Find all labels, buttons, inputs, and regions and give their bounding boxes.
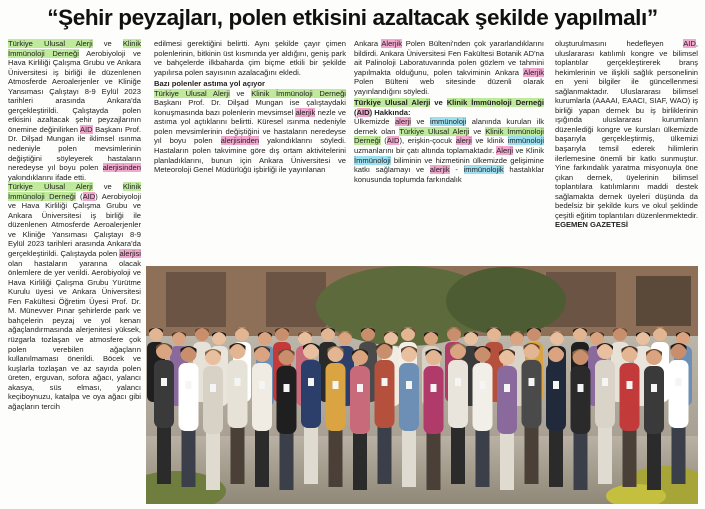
person-figure — [473, 346, 493, 487]
person-figure — [497, 349, 517, 490]
person-figure — [179, 346, 199, 487]
article-column-4 — [555, 39, 698, 259]
highlight-term: alerjik — [295, 107, 316, 117]
person-figure — [571, 349, 591, 490]
person-figure — [252, 346, 272, 487]
person-figure — [375, 343, 395, 484]
text: Ankara — [354, 39, 382, 48]
highlight-term: Klinik İmmünoloji Derneği — [8, 182, 141, 201]
highlight-term: AID — [683, 39, 696, 48]
text: ), erişkin-çocuk — [399, 136, 456, 146]
highlight-term: alerjisinden — [220, 136, 260, 146]
group-photo-illustration — [146, 266, 698, 504]
article-column-1 — [8, 39, 141, 502]
highlight-term: Alerjik — [381, 39, 403, 48]
text: alanında kurulan ilk dernek olan — [354, 117, 544, 136]
text: yakındıklarını ifade etti. — [8, 172, 87, 182]
text: Polen Bülteni web sitesinde düzenli olarak yayınlandığını söyledi. — [354, 77, 544, 96]
text: biliminin ve hizmetinin ülkemizde gelişimine katkı sağlamayı ve — [354, 155, 544, 175]
text: ve — [92, 182, 123, 192]
article-column-3 — [354, 39, 544, 259]
person-figure — [424, 349, 444, 490]
text: Başkanı Prof. Dr. Dilşad Mungan ise çalıştaydaki konuşmasında bazı polenlerin mevsimsel — [154, 98, 346, 117]
person-figure — [203, 349, 223, 490]
text: Ülkemizde — [354, 117, 395, 127]
highlight-term: AID — [79, 124, 93, 134]
text: nezle ve astıma yol açtıklarını belirtti. Küresel ısınma nedeniyle polen mevsimlerinin değiştiğini ve hastaların neredeyse yıl boyu polen — [154, 107, 346, 146]
paragraph: edilmesi gerektiğini belirtti. Aynı şekilde çayır çimen polenlerinin, bitkinin üst kısmında yer aldığını, geniş park ve bahçelerde ilkbaharda çim biçme etkili bir şekilde yapılırsa polen sayısının azalacağını ekledi. — [154, 39, 346, 77]
text: , uluslararası katılımlı kongre ve bilimsel toplantılar gerçekleştirerek branş hekimlerinin ve ilişkili sağlık personelinin en yeni bilgiler ile güncellenmesi sağlanmaktadır. Uluslararası bilimsel kurumlarla (AAAAI, EAACI, SIAF, WAO) iş birliği yapan dernek bu iş birliklerinin ışığında uluslararası kurumların düzenlediği kongre ve kursları ülkemizde başarıyla gerçekleştirmiş, ülkemizi başarıyla temsil ederek hilimlerin ilerlemesine önemli bir katkı sunmuştur. Yine farkındalık yaratma misyonuyla öne çıkan dernek, üyelerinin bilimsel toplantılara katılımlarını maddi destek sağlamakta dernek üyeleri düşünda da bedelsiz bir şekilde kurs ve okul şeklinde çeşitli eğitim toplantıları düzenlenmektedir. — [555, 39, 698, 220]
highlight-term: Klinik İmmünoloji Derneği — [8, 39, 141, 58]
highlight-term: Türkiye Ulusal Alerji — [399, 126, 470, 136]
highlight-term: Alerjik — [523, 67, 544, 77]
person-figure — [595, 343, 615, 484]
subheading: Bazı polenler astıma yol açıyor — [154, 79, 265, 89]
person-figure — [546, 346, 566, 487]
highlight-term: immünoloji — [507, 136, 544, 146]
person-figure — [620, 346, 640, 487]
text: ve klinik — [471, 136, 508, 146]
text: ) Hakkında: — [369, 107, 411, 117]
text: ve — [92, 39, 123, 48]
person-figure — [228, 343, 248, 484]
person-figure — [350, 349, 370, 490]
highlight-term: alerji — [455, 136, 472, 146]
highlight-term: Türkiye Ulusal Alerji — [8, 182, 93, 192]
highlight-term: AID — [386, 136, 400, 146]
paragraph: Ülkemizde alerji ve immünoloji alanında kurulan ilk dernek olan Türkiye Ulusal Alerji ve Klinik İmmünoloji Derneği (AID), erişkin-çocuk alerji ve klinik immünoloji uzmanlarını bir çatı altında toplamaktadır. Alerji ve Klinik İmmünoloji biliminin ve hizmetinin ülkemizde gelişimine katkı sağlamayı ve alerjik - immünolojik hastalıklar konusunda toplumda farkındalık — [354, 117, 544, 184]
person-figure — [399, 346, 419, 487]
subheading: Türkiye Ulusal Alerji ve Klinik İmmünoloji Derneği (AID) Hakkında: — [354, 98, 544, 117]
person-figure — [154, 343, 174, 484]
article-column-2 — [154, 39, 346, 259]
highlight-term: Türkiye Ulusal Alerji — [8, 39, 93, 48]
person-figure — [326, 346, 346, 487]
paragraph — [354, 39, 544, 96]
text: hastalıklar konusunda toplumda farkındalık — [354, 165, 544, 184]
text: Başkanı Prof. Dr. Dilşad Mungan ile iklimsel ısınma nedeniyle polen mevsimlerinin değiştiğini söyleyerek hastaların neredeyse yıl boyu polen — [8, 124, 141, 173]
text: ve — [430, 98, 447, 108]
person-figure — [277, 349, 297, 490]
text: Aerobiyoloji ve Hava Kirliliği Çalışma Grubu ve Ankara Üniversitesi iş birliği ile düzenlenen Atmosferde Aeroalerjenler ve Kliniğe Yansıması Çalıştayı 8-9 Eylül 2023 tarihleri arasında Ankara'da gerçekleştirildi. Çalıştayda polen — [8, 191, 141, 259]
text: ve Klinik — [513, 146, 544, 156]
paragraph — [8, 39, 141, 182]
group-photo — [146, 266, 698, 504]
highlight-term: alerjisinden — [102, 163, 141, 173]
paragraph — [154, 89, 346, 175]
highlight-term: İmmünoloji — [354, 155, 391, 165]
highlight-term: AID — [82, 191, 96, 201]
highlight-term: Türkiye Ulusal Alerji — [154, 88, 230, 98]
text: ve — [411, 117, 431, 127]
highlight-term: alerjisi — [119, 249, 141, 259]
highlight-term: alerji — [394, 117, 411, 127]
person-figure — [522, 343, 542, 484]
text: oluşturulmasını hedefleyen — [555, 39, 684, 48]
text: olan hastaların yararına olacak önlemlere de yer verildi. Aerobiyoloji ve Hava Kirliliği Çalışma Grubu Yürütme Kurulu üyesi ve Ankara Üniversitesi Fen Fakültesi Öğretim Üyesi Prof. Dr. M. Münevver Pınar şehirlerde park ve bahçelerin peyzaj ve yol kenarı ağaçlandırmasında alerjenitesi yüksek, rüzgarla tozlaşan ve atmosfere çok polen verebilen ağaçların kullanılmaması önerildi. Böcek ve kuşlarla tozlaşan ve az sayıda polen üreten, erguvan, sofora ağacı, yalancı akasya, süs elması, yalancı keçiboynuzu, katalpa ve oya ağacı gibi ağaçların tercih — [8, 258, 141, 411]
publication-signature: EGEMEN GAZETESİ — [555, 220, 628, 230]
text: ve — [229, 88, 252, 98]
highlight-term: immünoloji — [430, 117, 467, 127]
paragraph: Türkiye Ulusal Alerji ve Klinik İmmünoloji Derneği (AID) Aerobiyoloji ve Hava Kirliliği Çalışma Grubu ve Ankara Üniversitesi iş birliği ile düzenlenen Atmosferde Aeroalerjenler ve Kliniğe Yansıması Çalıştayı 8-9 Eylül 2023 tarihleri arasında Ankara'da gerçekleştirildi. Çalıştayda polen alerjisi olan hastaların yararına olacak önlemlere de yer verildi. Aerobiyoloji ve Hava Kirliliği Çalışma Grubu Yürütme Kurulu üyesi ve Ankara Üniversitesi Fen Fakültesi Öğretim Üyesi Prof. Dr. M. Münevver Pınar şehirlerde park ve bahçelerin peyzaj ve yol kenarı ağaçlandırmasında alerjenitesi yüksek, rüzgarla tozlaşan ve atmosfere çok polen verebilen ağaçların kullanılmaması önerildi. Böcek ve kuşlarla tozlaşan ve az sayıda polen üreten, erguvan, sofora ağacı, yalancı akasya, süs elması, yalancı keçiboynuzu, katalpa ve oya ağacı gibi ağaçların tercih — [8, 182, 141, 411]
person-figure — [301, 343, 321, 484]
highlight-term: Klinik İmmünoloji Derneği — [354, 126, 544, 146]
highlight-term: Türkiye Ulusal Alerji — [354, 98, 431, 108]
person-figure — [644, 349, 664, 490]
text: uzmanlarını bir çatı altında toplamaktadır. — [354, 146, 497, 156]
highlight-term: AID — [356, 107, 370, 117]
text: ve — [469, 126, 486, 136]
text: yakındıklarını söyledi. Hastaların polen takvimine göre dış ortam aktivitelerini planladıklarını, bunun için Ankara Üniversitesi ve Meteoroloji Genel Müdürlüğü işbirliği ile yayınlanan — [154, 136, 346, 175]
highlight-term: immünolojik — [463, 165, 504, 175]
person-figure — [669, 343, 689, 484]
text: - — [449, 165, 464, 175]
text: Aerobiyoloji ve Hava Kirliliği Çalışma Grubu ve Ankara Üniversitesi iş birliği ile düzenlenen Atmosferde Aeroalerjenler ve Kliniğe Yansıması Çalıştayı 8-9 Eylül 2023 tarihleri arasında Ankara'da gerçekleştirildi. Çalıştayda polen etkisini azaltacak şehir peyzajlarının önemine değinilirken — [8, 48, 141, 134]
text: Polen Bülteni'nden çok yararlandıklarını bildirdi. Ankara Üniversitesi Fen Fakültesi Botanik AD'na ait Palinoloji Laboratuvarında polen gözlem ve tahmini yapılmakta olduğunu, polen takviminin Ankara — [354, 39, 544, 77]
paragraph — [555, 39, 698, 230]
person-figure — [448, 343, 468, 484]
headline: “Şehir peyzajları, polen etkisini azaltacak şekilde yapılmalı” — [47, 5, 658, 30]
highlight-term: alerjik — [429, 165, 450, 175]
highlight-term: Klinik İmmünoloji Derneği — [446, 98, 544, 108]
highlight-term: Alerji — [496, 146, 514, 156]
highlight-term: Klinik İmmünoloji Derneği — [251, 88, 346, 98]
